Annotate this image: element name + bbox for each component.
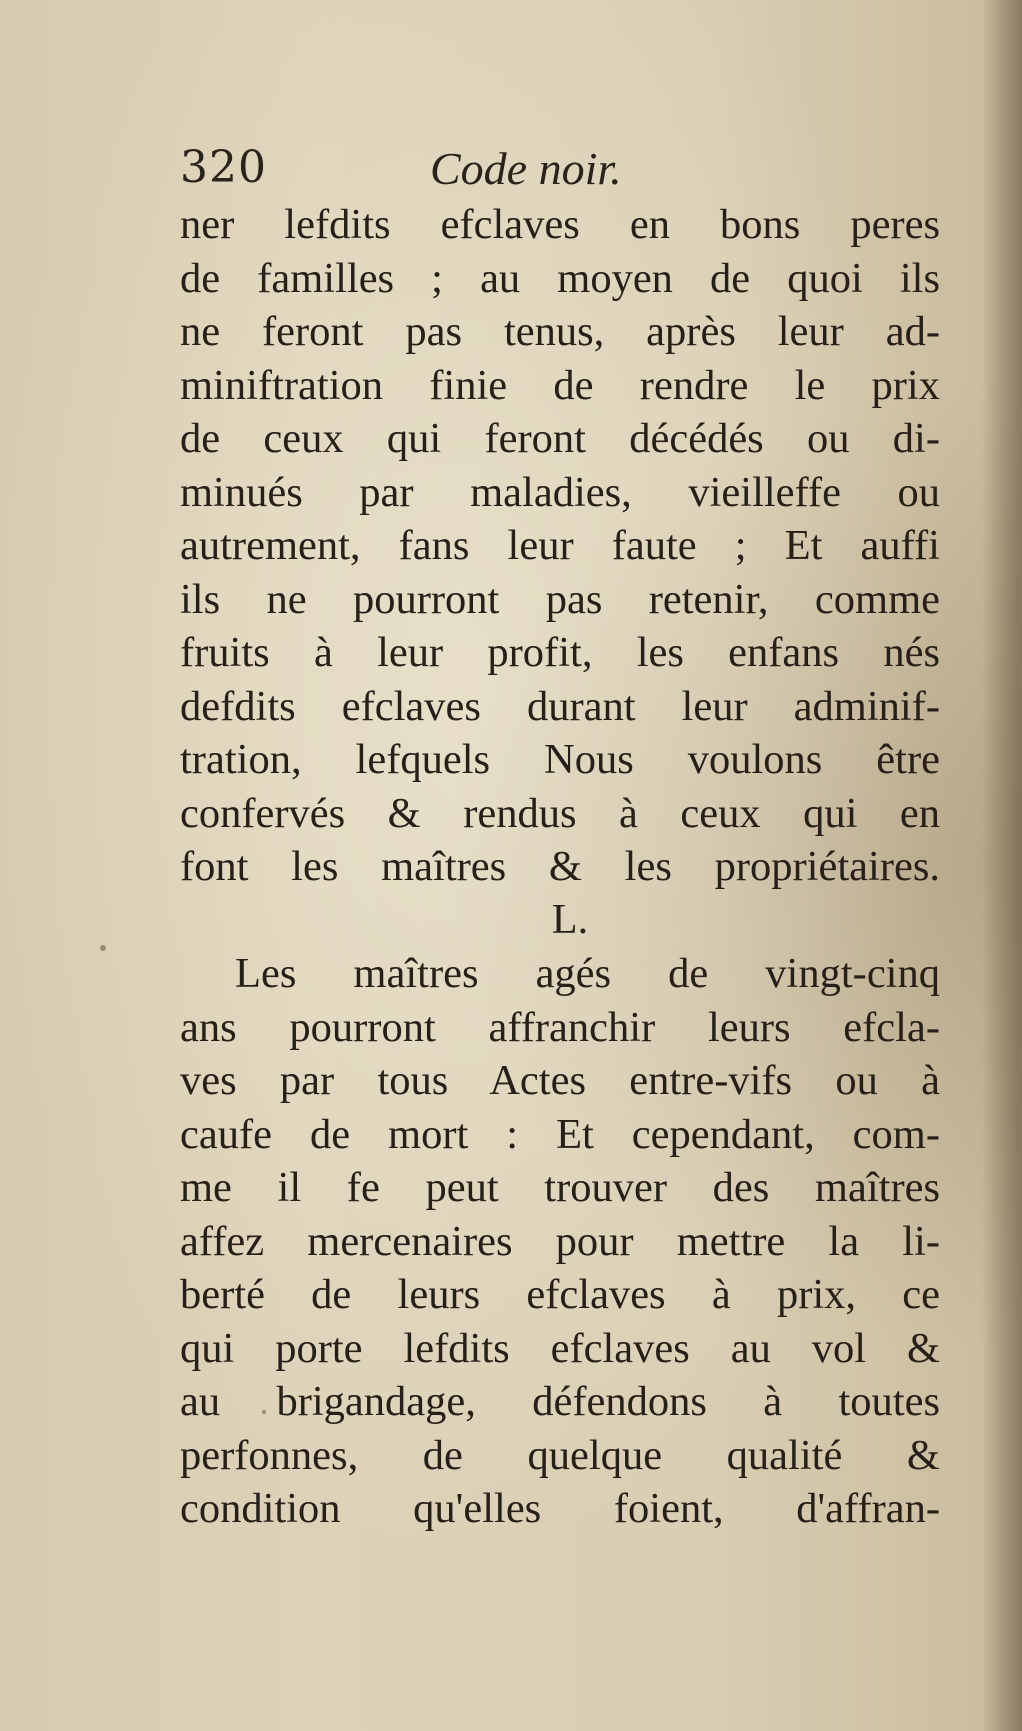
text-line: ves par tous Actes entre-vifs ou à [180, 1057, 940, 1104]
page-number: 320 [180, 142, 267, 193]
text-line: font les maîtres & les propriétaires. [180, 843, 940, 890]
text-line: ner lefdits efclaves en bons peres [180, 201, 940, 248]
text-line: berté de leurs efclaves à prix, ce [180, 1271, 940, 1318]
text-line: au brigandage, défendons à toutes [180, 1378, 940, 1425]
text-line: Les maîtres agés de vingt-cinq [235, 950, 940, 997]
text-line: fruits à leur profit, les enfans nés [180, 629, 940, 676]
page-edge-shadow [982, 0, 1022, 1731]
text-line: ne feront pas tenus, après leur ad- [180, 308, 940, 355]
paragraph-article [180, 947, 940, 1536]
text-line: de familles ; au moyen de quoi ils [180, 254, 940, 302]
page-header [180, 142, 940, 202]
paper-speck [100, 945, 106, 951]
article-number: L. [551, 896, 589, 943]
text-line: perfonnes, de quelque qualité & [180, 1431, 940, 1479]
text-line: tration, lefquels Nous voulons être [180, 736, 940, 783]
text-line: miniftration finie de rendre le prix [180, 361, 940, 409]
text-line: me il fe peut trouver des maîtres [180, 1164, 940, 1211]
text-line: condition qu'elles foient, d'affran- [180, 1485, 940, 1532]
paragraph-continuation [180, 198, 940, 894]
running-head: Code noir. [430, 143, 622, 194]
text-line: ans pourront affranchir leurs efcla- [180, 1003, 940, 1051]
text-line: qui porte lefdits efclaves au vol & [180, 1324, 940, 1372]
text-line: confervés & rendus à ceux qui en [180, 789, 940, 837]
text-line: de ceux qui feront décédés ou di- [180, 415, 940, 462]
text-line: defdits efclaves durant leur adminif- [180, 682, 940, 730]
main-text [180, 198, 940, 1536]
text-line: autrement, fans leur faute ; Et auffi [180, 522, 940, 569]
text-line: affez mercenaires pour mettre la li- [180, 1217, 940, 1265]
text-line: ils ne pourront pas retenir, comme [180, 575, 940, 623]
text-line: caufe de mort : Et cependant, com- [180, 1110, 940, 1158]
text-line: minués par maladies, vieilleffe ou [180, 468, 940, 516]
